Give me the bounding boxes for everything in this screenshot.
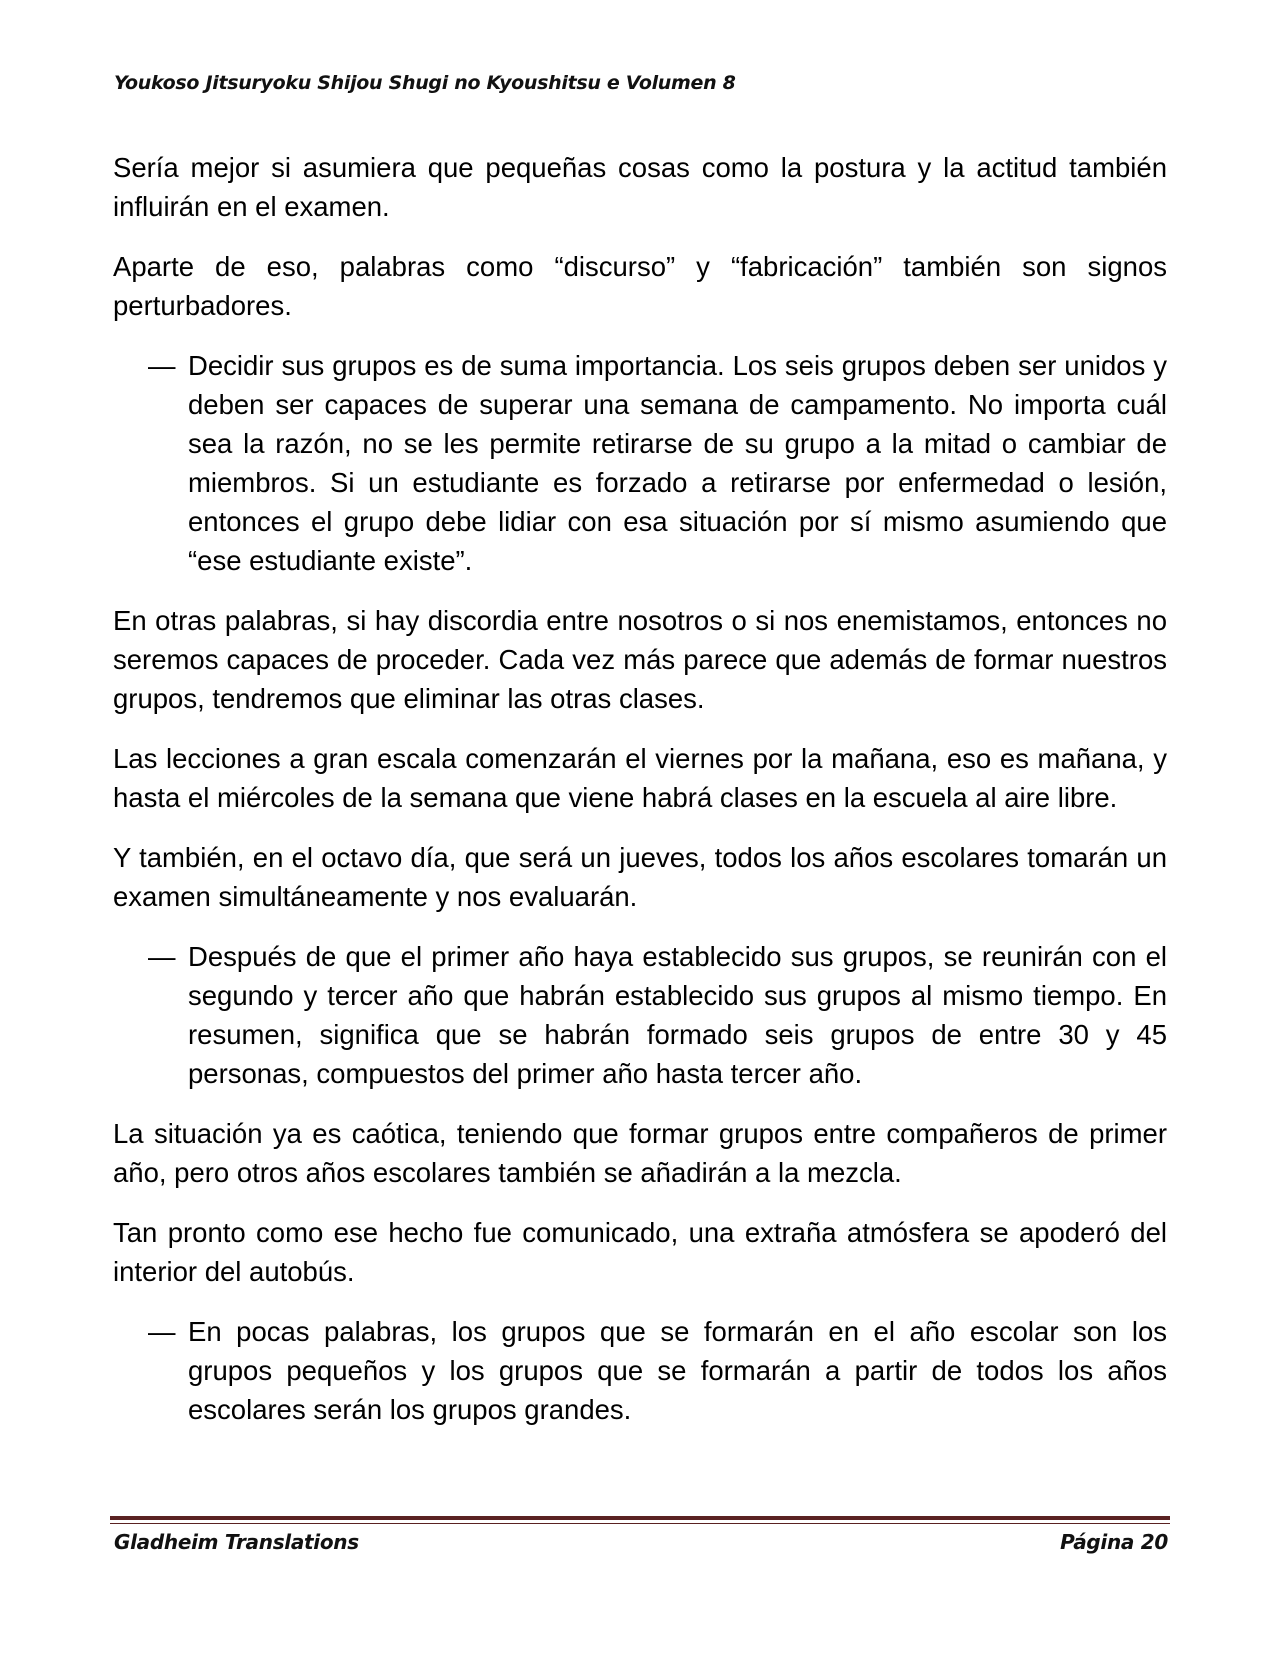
paragraph: En otras palabras, si hay discordia entre nosotros o si nos enemistamos, entonces no seremos capaces de proceder. Cada vez más parece que además de formar nuestros grupos, tendremos que eliminar las otras clases. — [113, 605, 1167, 714]
dialogue-text: En pocas palabras, los grupos que se formarán en el año escolar son los grupos pequeños y los grupos que se formarán a partir de todos los años escolares serán los grupos grandes. — [188, 1316, 1167, 1425]
page-body — [113, 148, 1167, 1450]
paragraph: Sería mejor si asumiera que pequeñas cosas como la postura y la actitud también influirán en el examen. — [113, 152, 1167, 222]
paragraph: Y también, en el octavo día, que será un jueves, todos los años escolares tomarán un examen simultáneamente y nos evaluarán. — [113, 842, 1167, 912]
em-dash: — — [148, 941, 176, 972]
footer-divider-thick — [110, 1516, 1170, 1520]
paragraph: Las lecciones a gran escala comenzarán el viernes por la mañana, eso es mañana, y hasta el miércoles de la semana que viene habrá clases en la escuela al aire libre. — [113, 743, 1167, 813]
footer-translator-credit: Gladheim Translations — [114, 1530, 359, 1554]
paragraph: Tan pronto como ese hecho fue comunicado, una extraña atmósfera se apoderó del interior del autobús. — [113, 1217, 1167, 1287]
footer-divider-thin — [110, 1523, 1170, 1524]
footer-page-number: Página 20 — [1060, 1530, 1168, 1554]
page-header-title: Youkoso Jitsuryoku Shijou Shugi no Kyoushitsu e Volumen 8 — [114, 72, 736, 94]
paragraph: La situación ya es caótica, teniendo que formar grupos entre compañeros de primer año, pero otros años escolares también se añadirán a la mezcla. — [113, 1118, 1167, 1188]
dialogue-text: Decidir sus grupos es de suma importancia. Los seis grupos deben ser unidos y deben ser capaces de superar una semana de campamento. No importa cuál sea la razón, no se les permite retirarse de su grupo a la mitad o cambiar de miembros. Si un estudiante es forzado a retirarse por enfermedad o lesión, entonces el grupo debe lidiar con esa situación por sí mismo asumiendo que “ese estudiante existe”. — [188, 350, 1167, 576]
paragraph: Aparte de eso, palabras como “discurso” y “fabricación” también son signos perturbadores. — [113, 251, 1167, 321]
dialogue-paragraph — [148, 937, 1167, 1093]
dialogue-text: Después de que el primer año haya establecido sus grupos, se reunirán con el segundo y tercer año que habrán establecido sus grupos al mismo tiempo. En resumen, significa que se habrán formado seis grupos de entre 30 y 45 personas, compuestos del primer año hasta tercer año. — [188, 941, 1167, 1089]
dialogue-paragraph — [148, 1312, 1167, 1429]
dialogue-paragraph — [148, 346, 1167, 580]
em-dash: — — [148, 1316, 176, 1347]
em-dash: — — [148, 350, 176, 381]
